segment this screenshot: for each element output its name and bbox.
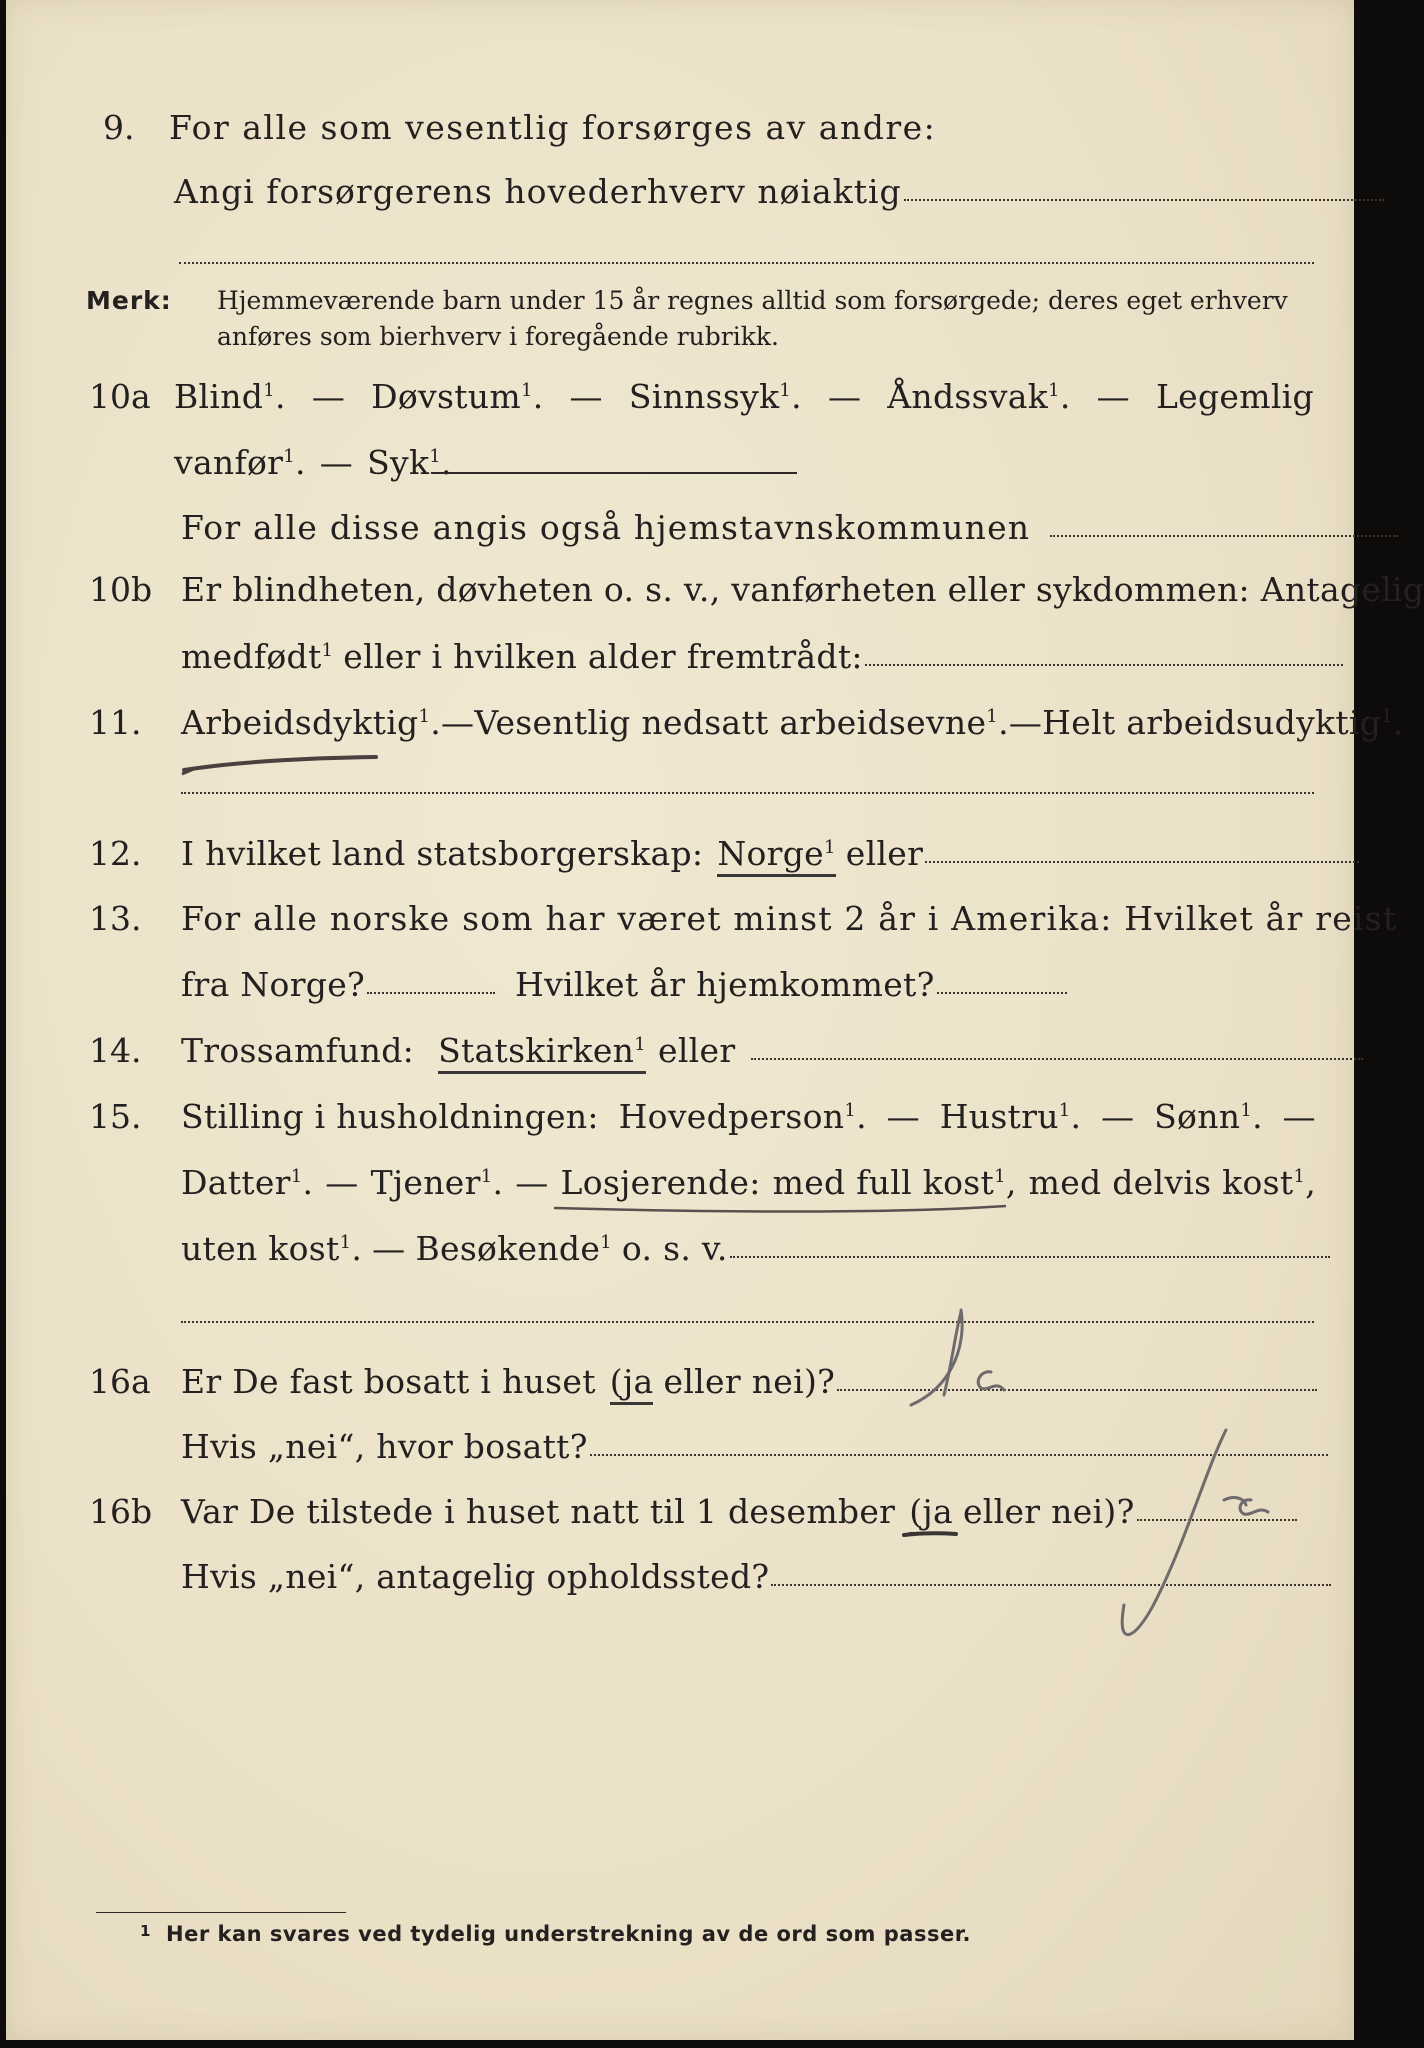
dash: — [1096, 377, 1130, 416]
q16b-number: 16b [89, 1492, 153, 1531]
q10a-legemlig[interactable]: Legemlig [1155, 377, 1314, 416]
q12-number: 12. [89, 834, 142, 873]
q9-answer-line2[interactable] [179, 262, 1314, 264]
footnote-text: Her kan svares ved tydelig understrekning av de ord som passer. [166, 1922, 972, 1946]
q10a-andssvak[interactable]: Åndssvak$^1$. [887, 377, 1071, 416]
q10b-line2 [181, 637, 1343, 676]
dash: — [1008, 703, 1043, 742]
q10a-hjemstavn-field[interactable] [1050, 534, 1398, 537]
q15-besokende[interactable]: Besøkende$^1$ [415, 1229, 612, 1268]
q16b-ja[interactable]: (ja [909, 1492, 953, 1535]
q14-number: 14. [89, 1031, 142, 1070]
q9-line2 [174, 172, 1384, 211]
q10a-dovstum[interactable]: Døvstum$^1$. [371, 377, 544, 416]
q10a-line3 [181, 508, 1398, 547]
q15-label: Stilling i husholdningen: [181, 1097, 599, 1136]
q13-hjemkommet-label: Hvilket år hjemkommet? [515, 965, 935, 1004]
q16a-line2 [181, 1427, 1328, 1466]
q15-number: 15. [89, 1097, 142, 1136]
q15-tjener[interactable]: Tjener$^1$. [370, 1163, 504, 1202]
q10a-line1 [174, 377, 1314, 416]
q11-line [181, 703, 1404, 742]
q13-line1: For alle norske som har været minst 2 år i Amerika: Hvilket år reist [181, 899, 1398, 938]
q10a-syk[interactable]: Syk$^1$. [367, 443, 452, 482]
q16b-opholdssted-label: Hvis „nei“, antagelig opholdssted? [181, 1557, 770, 1596]
q16b-opholdssted-field[interactable] [771, 1583, 1331, 1586]
dash: — [886, 1097, 920, 1136]
q15-delvis[interactable]: med delvis kost$^1$, [1028, 1163, 1316, 1202]
q14-label: Trossamfund: [181, 1031, 415, 1070]
q16b-answer-field[interactable] [1137, 1518, 1297, 1521]
dash: — [311, 377, 346, 416]
q11-udyktig[interactable]: Helt arbeidsudyktig$^1$. [1042, 703, 1404, 742]
dash: — [569, 377, 603, 416]
dash: — [1101, 1097, 1135, 1136]
q13-number: 13. [89, 899, 142, 938]
q15-line2 [181, 1163, 1316, 1202]
q9-line1: For alle som vesentlig forsørges av andre: [169, 108, 937, 147]
q15-utenkost[interactable]: uten kost$^1$. [181, 1229, 363, 1268]
q15-hovedperson[interactable]: Hovedperson$^1$. [618, 1097, 867, 1136]
q14-answer-field[interactable] [751, 1057, 1363, 1060]
q15-line3 [181, 1229, 1330, 1268]
q11-arbeidsdyktig[interactable]: Arbeidsdyktig$^1$. [181, 703, 442, 742]
q10b-number: 10b [89, 570, 153, 609]
merk-line2: anføres som bierhverv i foregående rubrikk. [217, 322, 779, 351]
q16b-eller-nei: eller nei)? [962, 1492, 1135, 1531]
dash: — [372, 1229, 406, 1268]
q11-number: 11. [89, 703, 142, 742]
q10a-vanfor[interactable]: vanfør$^1$. [174, 443, 306, 482]
q16b-question: Var De tilstede i huset natt til 1 desember [181, 1492, 896, 1531]
q16a-question: Er De fast bosatt i huset [181, 1362, 596, 1401]
q13-line2 [181, 965, 1067, 1004]
q9-answer-field[interactable] [904, 198, 1384, 201]
q11-handwritten-underline [184, 757, 376, 770]
q16b-line1 [181, 1492, 1297, 1535]
merk-note [86, 286, 172, 315]
q10a-number: 10a [89, 377, 151, 416]
q13-hjemkommet-field[interactable] [937, 991, 1067, 994]
q13-reist-label: fra Norge? [181, 965, 366, 1004]
q15-fullkost[interactable]: med full kost$^1$, [772, 1163, 1017, 1202]
dash: — [319, 443, 354, 482]
dash: — [1282, 1097, 1316, 1136]
q14-statskirken[interactable]: Statskirken$^1$ [438, 1031, 646, 1074]
q14-eller: eller [657, 1031, 736, 1070]
footnote-rule [96, 1912, 346, 1913]
footnote-mark: 1 [140, 1922, 151, 1940]
q10a-blind[interactable]: Blind$^1$. [174, 377, 286, 416]
q15-hustru[interactable]: Hustru$^1$. [939, 1097, 1082, 1136]
q10b-line2-text: eller i hvilken alder fremtrådt: [343, 637, 863, 676]
q15-handwritten-underline [554, 1206, 1006, 1212]
q16a-ja[interactable]: (ja [610, 1362, 654, 1405]
q16a-line1 [181, 1362, 1317, 1405]
q12-text: I hvilket land statsborgerskap: [181, 834, 704, 873]
q15-answer-line[interactable] [181, 1321, 1314, 1323]
q16a-bosatt-label: Hvis „nei“, hvor bosatt? [181, 1427, 588, 1466]
q15-osv: o. s. v. [621, 1229, 728, 1268]
dash: — [441, 703, 475, 742]
q15-sonn[interactable]: Sønn$^1$. [1154, 1097, 1263, 1136]
q9-number: 9. [103, 108, 135, 147]
q10b-medfodt[interactable]: medfødt$^1$ [181, 637, 334, 676]
dash: — [827, 377, 862, 416]
q15-datter[interactable]: Datter$^1$. [181, 1163, 314, 1202]
q16a-number: 16a [89, 1362, 151, 1401]
q15-answer-field[interactable] [730, 1255, 1330, 1258]
q13-reist-field[interactable] [367, 991, 495, 994]
census-form-page [6, 0, 1424, 2040]
q10b-answer-field[interactable] [865, 663, 1343, 666]
dash: — [515, 1163, 549, 1202]
merk-label: Merk: [86, 286, 172, 315]
q14-line [181, 1031, 1363, 1074]
q11-nedsatt[interactable]: Vesentlig nedsatt arbeidsevne$^1$. [474, 703, 1009, 742]
q16a-answer-field[interactable] [837, 1388, 1317, 1391]
q12-answer-field[interactable] [925, 860, 1359, 863]
q15-line1 [181, 1097, 1316, 1136]
q10a-sinnssyk[interactable]: Sinnssyk$^1$. [628, 377, 802, 416]
q12-eller: eller [845, 834, 924, 873]
q11-answer-line[interactable] [181, 792, 1314, 794]
q10a-syk-field[interactable] [431, 472, 797, 474]
q12-norge[interactable]: Norge$^1$ [717, 834, 835, 877]
q12-line [181, 834, 1359, 877]
q9-line2-text: Angi forsørgerens hovederhverv nøiaktig [174, 172, 902, 211]
dash: — [325, 1163, 359, 1202]
q10a-line2 [174, 443, 452, 482]
q16a-eller-nei: eller nei)? [663, 1362, 836, 1401]
q15-losjerende: Losjerende: [560, 1163, 761, 1202]
q10b-line1: Er blindheten, døvheten o. s. v., vanførheten eller sykdommen: Antagelig [181, 570, 1424, 609]
merk-line1: Hjemmeværende barn under 15 år regnes alltid som forsørgede; deres eget erhverv [217, 286, 1288, 315]
q16b-line2 [181, 1557, 1331, 1596]
q16a-bosatt-field[interactable] [590, 1453, 1328, 1456]
q10a-line3-text: For alle disse angis også hjemstavnskommunen [181, 508, 1031, 547]
